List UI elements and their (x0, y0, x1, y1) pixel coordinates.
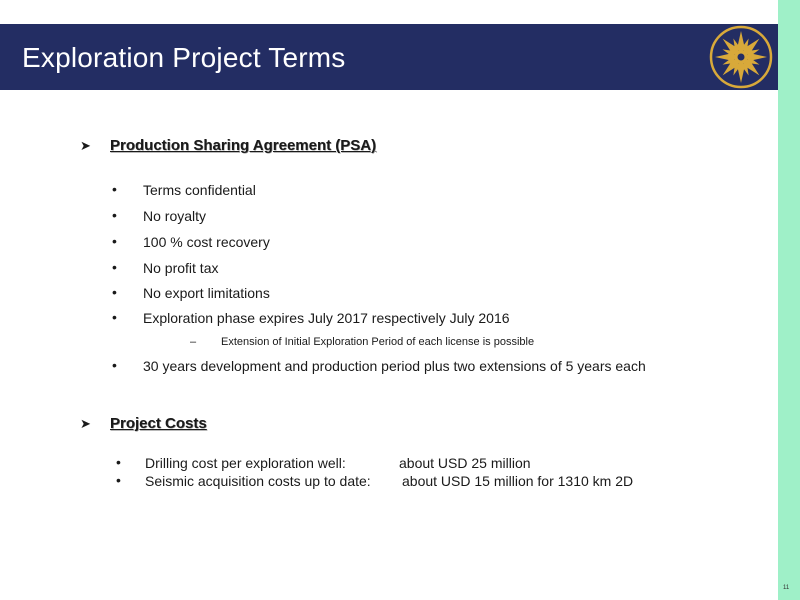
sun-logo-icon (708, 24, 774, 90)
cost-label: Seismic acquisition costs up to date: (145, 473, 371, 489)
cost-value: about USD 25 million (399, 455, 531, 471)
page-number: 11 (783, 585, 790, 591)
cost-label: Drilling cost per exploration well: (145, 455, 346, 471)
slide-title: Exploration Project Terms (22, 42, 346, 73)
psa-heading: ➤ Production Sharing Agreement (PSA) (80, 137, 377, 154)
project-costs-heading: ➤ Project Costs (80, 415, 207, 432)
arrow-bullet-icon: ➤ (80, 416, 91, 431)
accent-strip (778, 0, 800, 600)
arrow-bullet-icon: ➤ (80, 138, 91, 153)
cost-value: about USD 15 million for 1310 km 2D (402, 473, 634, 489)
